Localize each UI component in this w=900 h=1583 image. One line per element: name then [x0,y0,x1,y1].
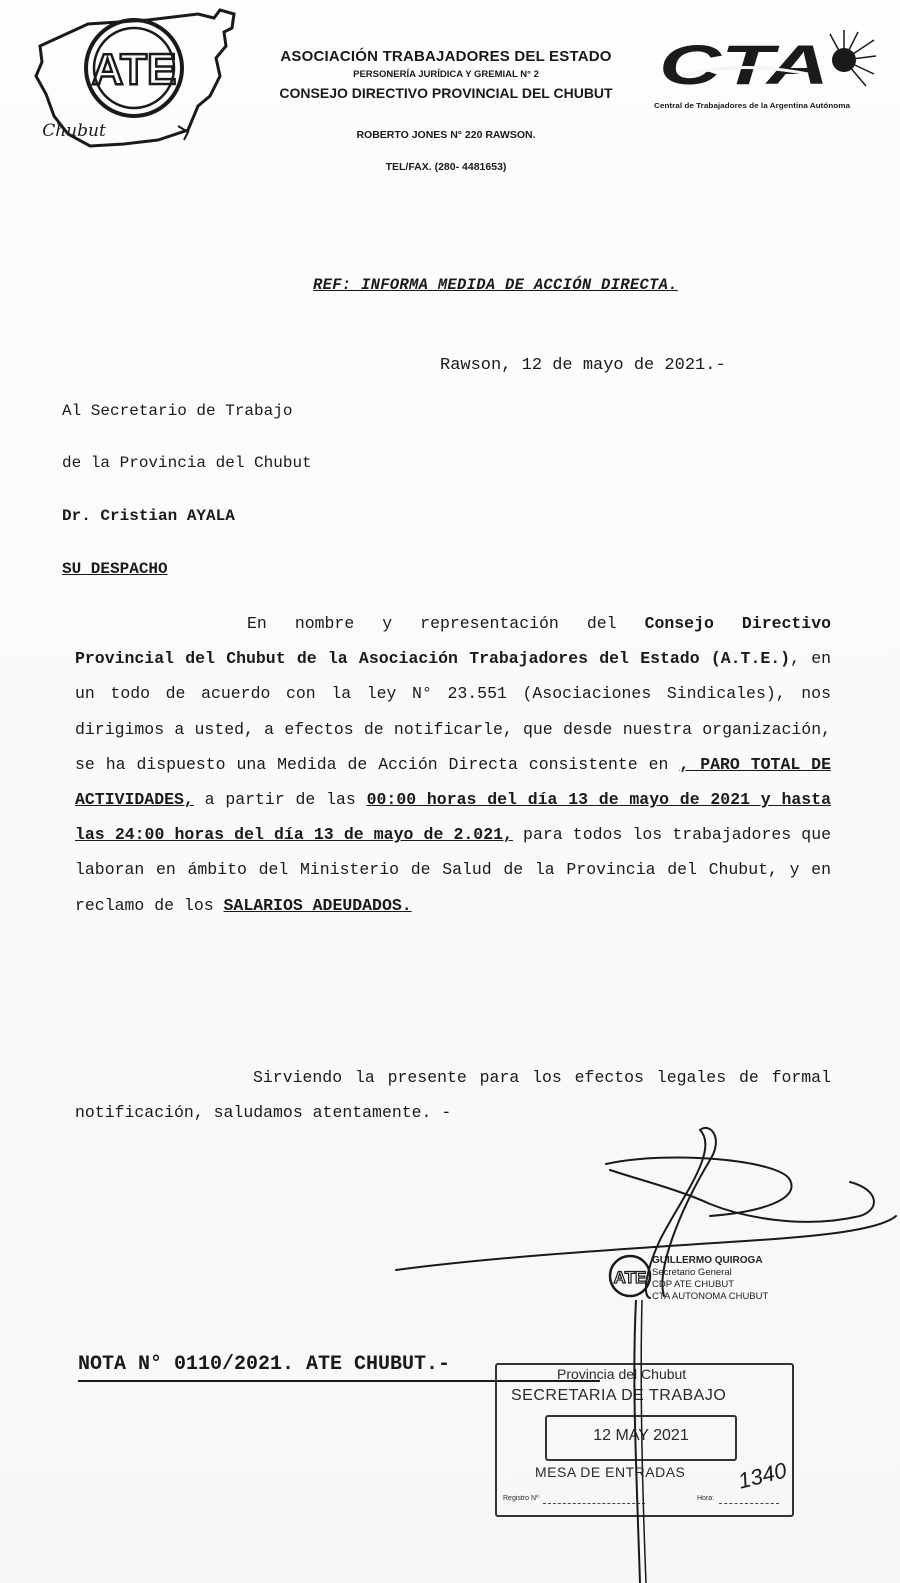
cta-logo-subtext: Central de Trabajadores de la Argentina Autónoma [654,103,851,110]
stamp-secretaria: SECRETARIA DE TRABAJO [511,1387,727,1404]
stamp-hora: Hora: [697,1495,715,1502]
p1-text-g: para todos los trabajadores que laboran en ámbito del Ministerio de Salud de la Provincia del Chubut, y en reclamo de los [75,825,831,915]
addressee-line-1: Al Secretario de Trabajo [62,402,293,420]
ate-chubut-logo [28,6,240,152]
body-paragraph-1 [75,606,831,923]
addressee-name: Dr. Cristian AYALA [62,507,235,525]
p1-text-e: a partir de las [193,790,367,810]
reference-line: REF: INFORMA MEDIDA DE ACCIÓN DIRECTA. [313,276,678,294]
signatory-title-3: CTA AUTONOMA CHUBUT [652,1291,769,1302]
nota-number: NOTA N° 0110/2021. ATE CHUBUT.- [78,1353,451,1376]
stamp-registro: Registro Nº [503,1495,539,1502]
org-name: ASOCIACIÓN TRABAJADORES DEL ESTADO [280,48,612,65]
signatory-name: GUILLERMO QUIROGA [652,1255,763,1266]
stamp-mesa: MESA DE ENTRADAS [535,1464,686,1480]
stamp-hora-line [719,1503,779,1504]
stamp-registro-line [543,1503,645,1504]
org-council: CONSEJO DIRECTIVO PROVINCIAL DEL CHUBUT [279,85,613,101]
letterhead [240,48,652,173]
p1-schedule: 00:00 horas del día 13 de mayo de 2021 y hasta las 24:00 horas del día 13 de mayo de 2.021, [75,790,831,845]
stamp-provincia: Provincia del Chubut [557,1366,687,1382]
reception-stamp [495,1363,794,1517]
seal-text: ATE [613,1268,647,1287]
p1-council-name: Consejo Directivo Provincial del Chubut de la Asociación Trabajadores del Estado (A.T.E.) [75,614,832,669]
org-phone: TEL/FAX. (280- 4481653) [385,161,507,173]
stamp-date: 12 MAY 2021 [593,1427,689,1444]
p1-paro-total: , PARO TOTAL DE ACTIVIDADES, [75,754,831,810]
org-address: ROBERTO JONES N° 220 RAWSON. [356,129,536,141]
chubut-logo-text: Chubut [42,121,106,141]
su-despacho: SU DESPACHO [62,560,168,578]
p1-text-a: En nombre y representación del [247,614,645,633]
body-paragraph-2: Sirviendo la presente para los efectos legales de formal notificación, saludamos atentamente. - [75,1068,831,1123]
cta-logo [648,30,876,122]
letter-date: Rawson, 12 de mayo de 2021.- [440,356,726,375]
stamp-date-box [545,1415,737,1461]
p1-text-c: , en un todo de acuerdo con la ley N° 23.551 (Asociaciones Sindicales), nos dirigimos a usted, a efectos de notificarle, que desde nuestra organización, se ha dispuesto una Medida de Acción Directa consistente en [75,649,832,774]
signatory-title-2: CDP ATE CHUBUT [652,1279,734,1290]
signatory-title-1: Secretario General [652,1267,732,1278]
signatory-block [652,1255,768,1303]
ate-signature-seal [606,1252,654,1300]
p1-salarios: SALARIOS ADEUDADOS. [223,895,412,915]
cta-logo-text: CTA [659,33,829,96]
stamp-handwritten-number: 1340 [735,1457,790,1494]
addressee-line-2: de la Provincia del Chubut [62,454,312,472]
org-personeria: PERSONERÍA JURÍDICA Y GREMIAL N° 2 [353,69,539,80]
ate-logo-text: ATE [91,45,177,94]
